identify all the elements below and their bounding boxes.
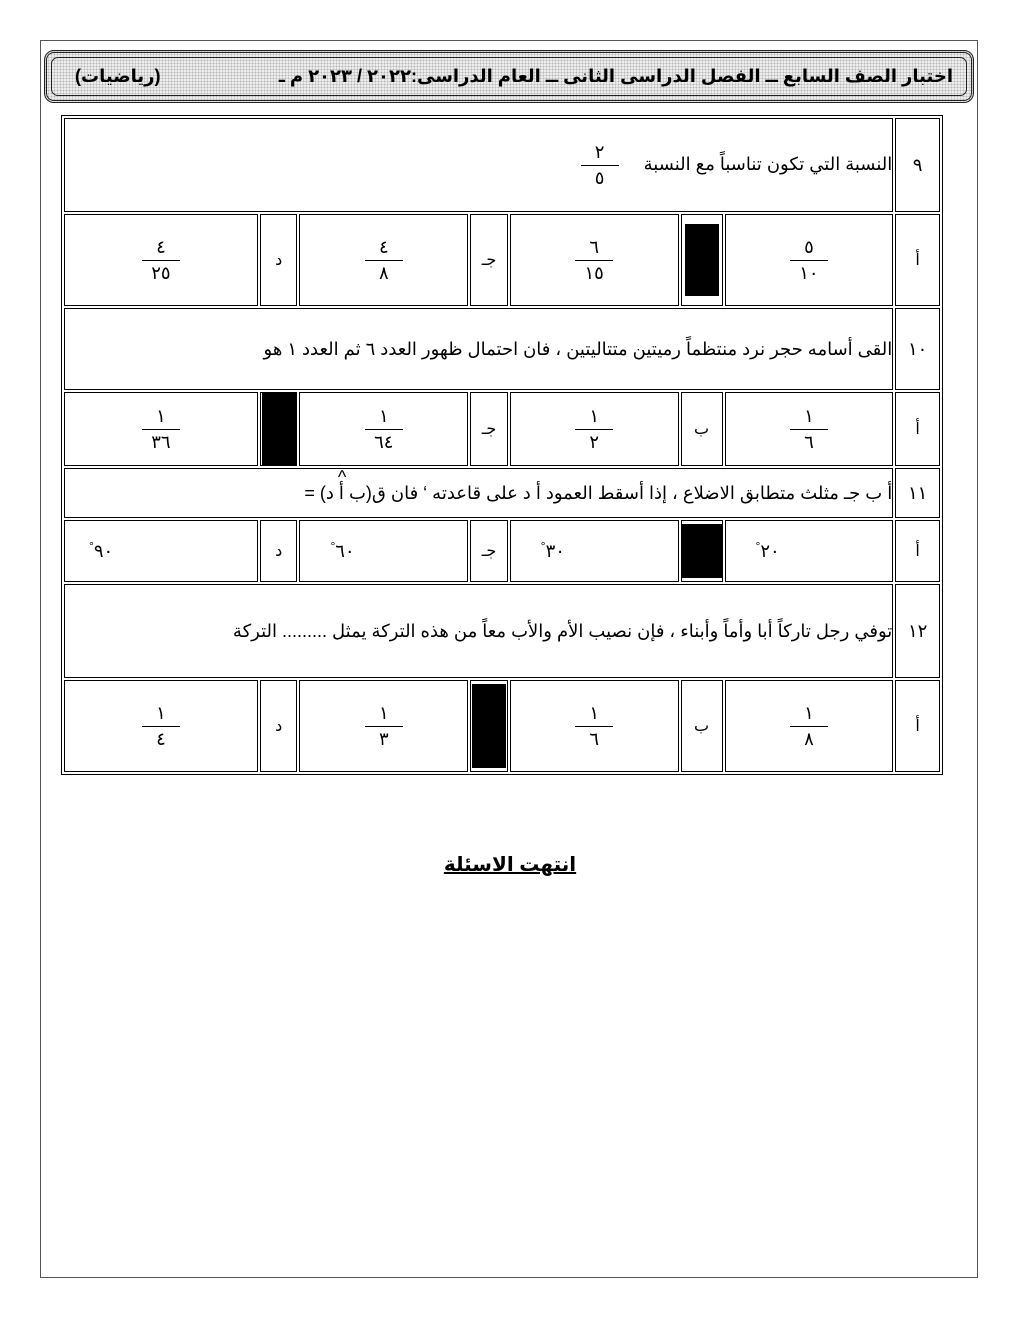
option-d[interactable] xyxy=(64,520,258,582)
option-numerator: ١ xyxy=(589,405,599,426)
option-denominator: ٨ xyxy=(804,728,814,749)
question-11-options xyxy=(64,520,940,582)
question-number: ١٠ xyxy=(895,308,940,390)
option-b[interactable] xyxy=(510,214,679,306)
exam-title: اختبار الصف السابع ــ الفصل الدراسى الثانى ــ العام الدراسى:٢٠٢٢ / ٢٠٢٣ م ـ xyxy=(278,66,953,86)
option-letter-c[interactable]: جـ xyxy=(470,520,508,582)
option-a[interactable] xyxy=(725,392,894,466)
answer-mark xyxy=(682,524,722,578)
option-numerator: ١ xyxy=(589,702,599,723)
answer-mark xyxy=(262,393,296,465)
option-letter-b-marked[interactable] xyxy=(681,520,723,582)
option-numerator: ٥ xyxy=(804,236,814,257)
option-letter-d[interactable]: د xyxy=(260,680,298,772)
fraction-numerator: ٢ xyxy=(594,141,605,162)
option-numerator: ٦ xyxy=(589,236,599,257)
option-denominator: ١٠ xyxy=(799,262,819,283)
question-10-row xyxy=(64,308,940,390)
option-numerator: ١ xyxy=(156,405,166,426)
option-denominator: ٦ xyxy=(589,728,599,749)
option-d[interactable] xyxy=(64,392,258,466)
option-value: ٣٠ xyxy=(545,540,565,561)
angle-hat-icon: ^ xyxy=(337,466,347,487)
option-letter-d[interactable]: د xyxy=(260,520,298,582)
degree-sign: ° xyxy=(89,538,94,553)
question-text: القى أسامه حجر نرد منتظماً رميتين متتاليتين ، فان احتمال ظهور العدد ٦ ثم العدد ١ هو xyxy=(64,308,893,390)
option-letter-a[interactable]: أ xyxy=(895,214,940,306)
questions-table xyxy=(61,115,943,775)
question-text: توفي رجل تاركاً أبا وأماً وأبناء ، فإن نصيب الأم والأب معاً من هذه التركة يمثل ......... التركة xyxy=(64,584,893,678)
degree-sign: ° xyxy=(540,538,546,553)
option-letter-a[interactable]: أ xyxy=(895,520,940,582)
option-c[interactable] xyxy=(299,214,468,306)
option-numerator: ١ xyxy=(804,702,814,723)
option-value: ٩٠ xyxy=(93,540,114,561)
question-9-row xyxy=(64,118,940,212)
answer-mark xyxy=(685,224,719,296)
option-b[interactable] xyxy=(510,392,679,466)
option-letter-b[interactable]: ب xyxy=(681,680,723,772)
question-text xyxy=(64,118,893,212)
option-denominator: ٦ xyxy=(804,431,814,452)
option-denominator: ٣ xyxy=(378,728,389,749)
option-value: ٢٠ xyxy=(760,540,780,561)
option-b[interactable] xyxy=(510,520,679,582)
question-10-options xyxy=(64,392,940,466)
exam-header xyxy=(44,50,974,103)
option-numerator: ١ xyxy=(378,702,389,723)
option-denominator: ٢ xyxy=(589,431,599,452)
question-text xyxy=(64,468,893,518)
option-numerator: ١ xyxy=(804,405,814,426)
option-numerator: ٤ xyxy=(156,236,166,257)
option-numerator: ١ xyxy=(156,702,166,723)
option-numerator: ١ xyxy=(378,405,389,426)
option-letter-c-marked[interactable] xyxy=(470,680,508,772)
option-c[interactable] xyxy=(299,392,468,466)
ratio-fraction xyxy=(581,143,619,188)
option-letter-c[interactable]: جـ xyxy=(470,392,508,466)
option-letter-c[interactable]: جـ xyxy=(470,214,508,306)
option-letter-a[interactable]: أ xyxy=(895,392,940,466)
question-11-text-start: أ ب جـ مثلث متطابق الاضلاع ، إذا أسقط العمود أ د على قاعدته ‘ فان ق(ب xyxy=(348,482,893,503)
angle-vertex xyxy=(337,466,347,504)
question-11-text-end: د) = xyxy=(304,482,334,503)
option-letter-b[interactable]: ب xyxy=(681,392,723,466)
angle-vertex-letter: أ xyxy=(338,482,344,503)
question-number: ١١ xyxy=(895,468,940,518)
fraction-denominator: ٥ xyxy=(594,167,605,188)
option-c[interactable] xyxy=(299,520,468,582)
option-letter-d[interactable]: د xyxy=(260,214,298,306)
option-d[interactable] xyxy=(64,680,258,772)
question-number: ٩ xyxy=(895,118,940,212)
option-denominator: ٤ xyxy=(156,728,166,749)
question-9-text: النسبة التي تكون تناسباً مع النسبة xyxy=(643,153,893,174)
option-b[interactable] xyxy=(510,680,679,772)
option-a[interactable] xyxy=(725,520,894,582)
end-of-questions: انتهت الاسئلة xyxy=(443,854,577,876)
question-number: ١٢ xyxy=(895,584,940,678)
option-letter-b-marked[interactable] xyxy=(681,214,723,306)
option-d[interactable] xyxy=(64,214,258,306)
option-letter-d-marked[interactable] xyxy=(260,392,298,466)
option-denominator: ١٥ xyxy=(584,262,604,283)
option-letter-a[interactable]: أ xyxy=(895,680,940,772)
option-value: ٦٠ xyxy=(335,540,355,561)
option-a[interactable] xyxy=(725,680,894,772)
option-denominator: ٣٦ xyxy=(151,431,171,452)
option-denominator: ٨ xyxy=(378,262,389,283)
answer-mark xyxy=(472,684,506,768)
degree-sign: ° xyxy=(330,538,336,553)
question-12-options xyxy=(64,680,940,772)
degree-sign: ° xyxy=(755,538,761,553)
option-denominator: ٢٥ xyxy=(151,262,171,283)
option-a[interactable] xyxy=(725,214,894,306)
option-c[interactable] xyxy=(299,680,468,772)
question-12-row xyxy=(64,584,940,678)
question-11-row xyxy=(64,468,940,518)
option-numerator: ٤ xyxy=(378,236,389,257)
exam-subject: (رياضيات) xyxy=(75,66,161,86)
question-9-options xyxy=(64,214,940,306)
option-denominator: ٦٤ xyxy=(374,431,394,452)
